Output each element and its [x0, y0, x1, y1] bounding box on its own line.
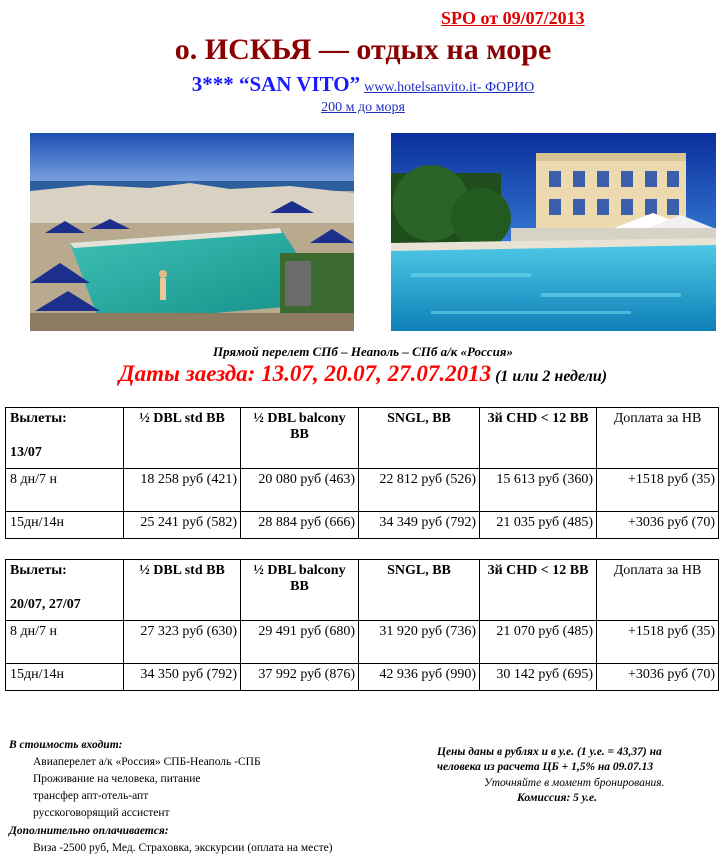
column-header: 3й CHD < 12 BB	[480, 408, 597, 469]
price-cell: +1518 руб (35)	[597, 469, 719, 512]
included-item: русскоговорящий ассистент	[33, 807, 170, 819]
price-table-13-07	[5, 407, 719, 539]
departure-dates: 13/07	[10, 445, 42, 460]
column-header: ½ DBL balcony BB	[241, 408, 359, 469]
spo-date: SPO от 09/07/2013	[441, 8, 585, 28]
distance-line	[0, 98, 726, 116]
price-cell: +3036 руб (70)	[597, 512, 719, 539]
price-cell: 15 613 руб (360)	[480, 469, 597, 512]
departure-dates: 20/07, 27/07	[10, 597, 81, 612]
flight-info: Прямой перелет СПб – Неаполь – СПб а/к «Россия»	[212, 344, 513, 359]
hotel-building-photo	[391, 133, 716, 331]
column-header: ½ DBL std BB	[124, 560, 241, 621]
price-cell: 28 884 руб (666)	[241, 512, 359, 539]
price-table-20-27-07	[5, 559, 719, 691]
column-header: Доплата за НВ	[597, 560, 719, 621]
price-note-line: человека из расчета ЦБ + 1,5% на 09.07.13	[437, 761, 654, 773]
extra-payment-item: Виза -2500 руб, Мед. Страховка, экскурсии (оплата на месте)	[33, 842, 333, 854]
price-note-line: Цены даны в рублях и в у.е. (1 у.е. = 43,37) на	[437, 746, 662, 758]
departure-label: Вылеты:	[10, 411, 67, 426]
price-cell: 20 080 руб (463)	[241, 469, 359, 512]
departure-cell	[6, 560, 124, 621]
table-header-row	[6, 408, 719, 469]
row-label: 15дн/14н	[6, 512, 124, 539]
price-cell: 18 258 руб (421)	[124, 469, 241, 512]
column-header: ½ DBL std BB	[124, 408, 241, 469]
table-row	[6, 664, 719, 691]
price-cell: 29 491 руб (680)	[241, 621, 359, 664]
table-row	[6, 469, 719, 512]
included-label: В стоимость входит:	[9, 739, 123, 751]
hotel-website-link[interactable]: www.hotelsanvito.it- ФОРИО	[364, 80, 535, 95]
table-header-row	[6, 560, 719, 621]
price-cell: 27 323 руб (630)	[124, 621, 241, 664]
arrival-dates-note: (1 или 2 недели)	[495, 368, 608, 385]
pool-sea-view-photo	[30, 133, 354, 331]
included-item: трансфер апт-отель-апт	[33, 790, 149, 802]
column-header: SNGL, BB	[359, 560, 480, 621]
row-label: 15дн/14н	[6, 664, 124, 691]
table-row	[6, 621, 719, 664]
row-label: 8 дн/7 н	[6, 621, 124, 664]
price-cell: +1518 руб (35)	[597, 621, 719, 664]
price-cell: 21 070 руб (485)	[480, 621, 597, 664]
price-cell: 30 142 руб (695)	[480, 664, 597, 691]
arrival-dates-label: Даты заезда: 13.07, 20.07, 27.07.2013	[118, 361, 492, 386]
extra-payment-label: Дополнительно оплачивается:	[9, 825, 169, 837]
price-cell: +3036 руб (70)	[597, 664, 719, 691]
price-cell: 37 992 руб (876)	[241, 664, 359, 691]
price-cell: 31 920 руб (736)	[359, 621, 480, 664]
price-cell: 25 241 руб (582)	[124, 512, 241, 539]
page-title: о. ИСКЬЯ — отдых на море	[174, 33, 552, 66]
included-item: Проживание на человека, питание	[33, 773, 201, 785]
distance-link[interactable]: 200 м до моря	[321, 100, 405, 115]
departure-cell	[6, 408, 124, 469]
price-cell: 34 349 руб (792)	[359, 512, 480, 539]
column-header: 3й CHD < 12 BB	[480, 560, 597, 621]
departure-label: Вылеты:	[10, 563, 67, 578]
column-header: Доплата за НВ	[597, 408, 719, 469]
commission-note: Комиссия: 5 у.е.	[517, 792, 598, 804]
table-row	[6, 512, 719, 539]
price-cell: 22 812 руб (526)	[359, 469, 480, 512]
hotel-line	[0, 72, 726, 97]
price-cell: 21 035 руб (485)	[480, 512, 597, 539]
arrival-dates	[0, 361, 726, 387]
price-cell: 34 350 руб (792)	[124, 664, 241, 691]
hotel-name: 3*** “SAN VITO”	[191, 72, 361, 96]
booking-note: Уточняйте в момент бронирования.	[484, 777, 665, 789]
column-header: SNGL, BB	[359, 408, 480, 469]
column-header: ½ DBL balcony BB	[241, 560, 359, 621]
included-item: Авиаперелет а/к «Россия» СПБ-Неаполь -СПБ	[33, 756, 261, 768]
row-label: 8 дн/7 н	[6, 469, 124, 512]
price-cell: 42 936 руб (990)	[359, 664, 480, 691]
